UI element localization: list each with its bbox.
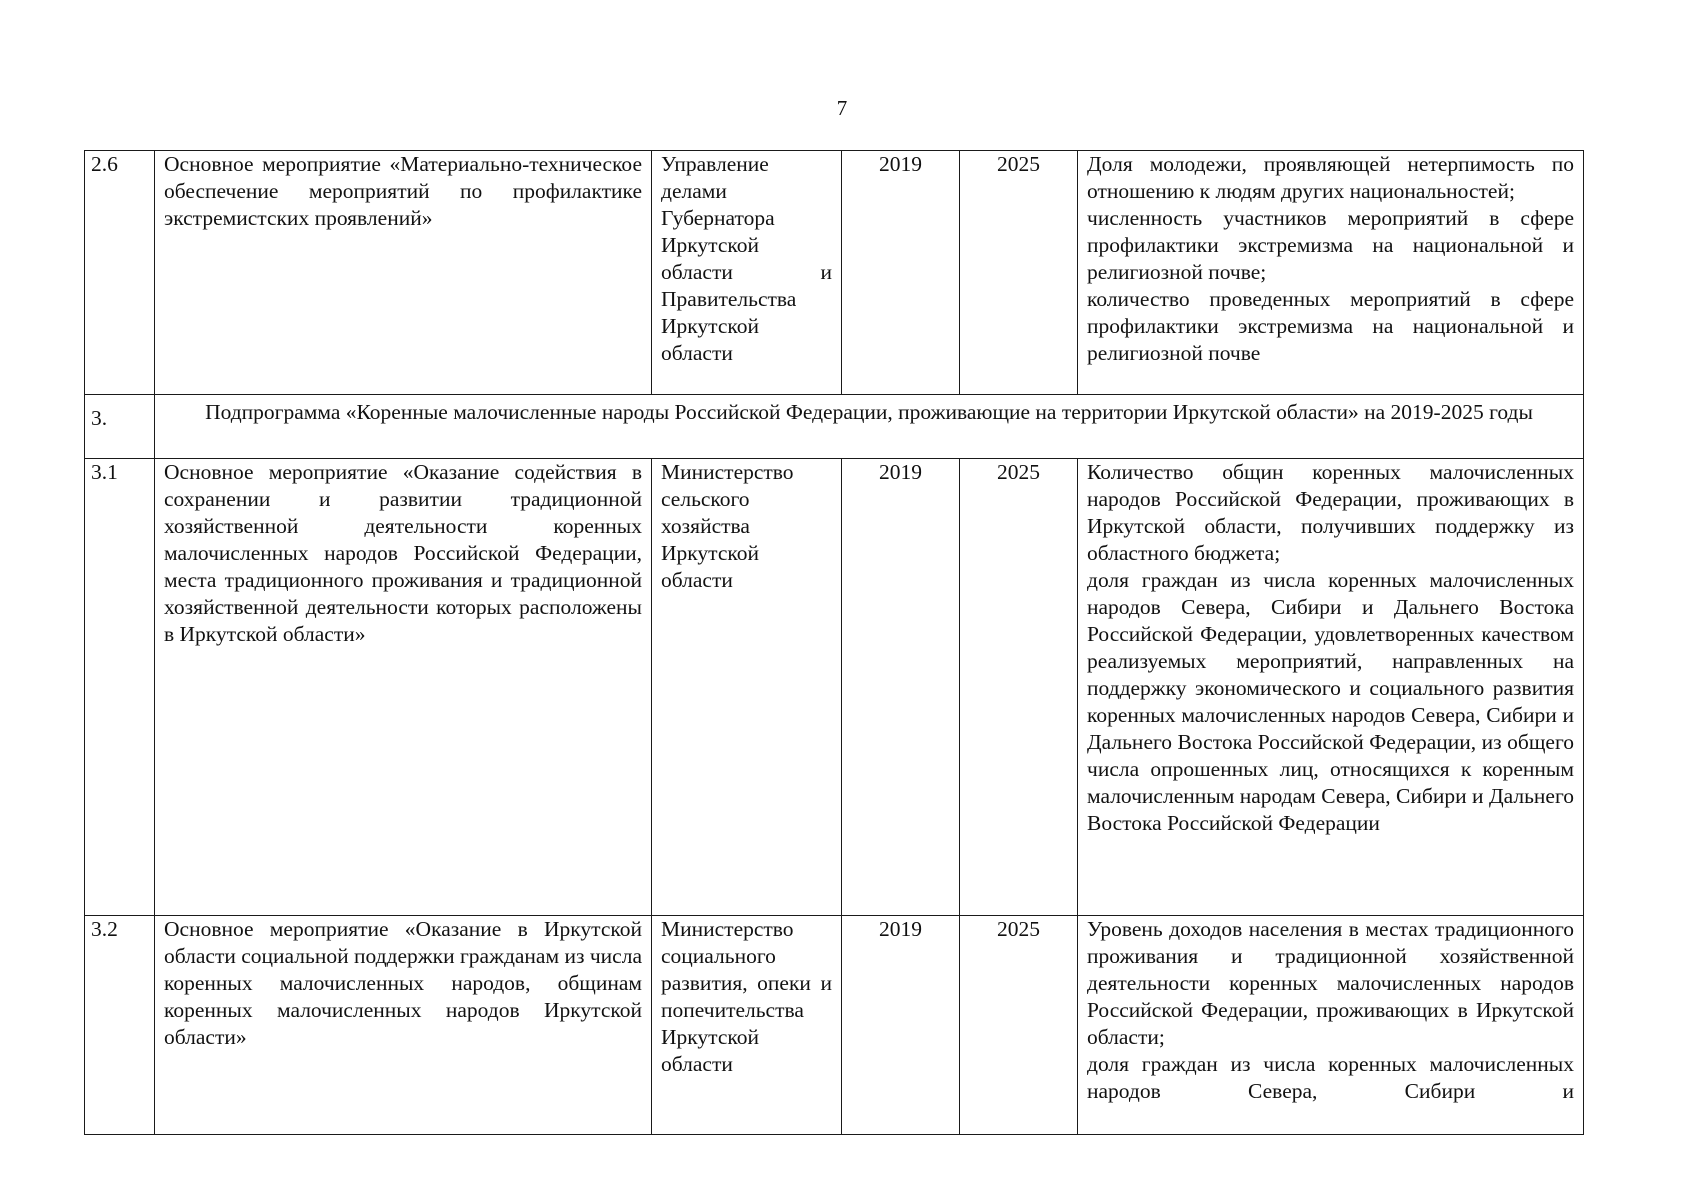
indicators-cell xyxy=(1078,459,1584,916)
row-number: 3.1 xyxy=(85,459,155,916)
indicator-item: Уровень доходов населения в местах традиционного проживания и традиционной хозяйственной деятельности коренных малочисленных народов Российской Федерации, проживающих в Иркутской области; xyxy=(1087,917,1574,1049)
end-year: 2025 xyxy=(960,151,1078,395)
end-year: 2025 xyxy=(960,459,1078,916)
row-number: 3. xyxy=(85,395,155,459)
event-name: Основное мероприятие «Материально-техническое обеспечение мероприятий по профилактике экстремистских проявлений» xyxy=(155,151,652,395)
subprogram-row xyxy=(85,395,1584,459)
indicator-item: Количество общин коренных малочисленных народов Российской Федерации, проживающих в Иркутской области, получивших поддержку из областного бюджета; xyxy=(1087,460,1574,565)
page-number: 7 xyxy=(836,96,848,120)
executor-name: Управление делами Губернатора Иркутской области и Правительства Иркутской области xyxy=(652,151,842,395)
indicator-item: количество проведенных мероприятий в сфере профилактики экстремизма на национальной и религиозной почве xyxy=(1087,287,1574,365)
start-year: 2019 xyxy=(842,151,960,395)
start-year: 2019 xyxy=(842,916,960,1135)
event-name: Основное мероприятие «Оказание в Иркутской области социальной поддержки гражданам из числа коренных малочисленных народов, общинам коренных малочисленных народов Иркутской области» xyxy=(155,916,652,1135)
indicator-item: численность участников мероприятий в сфере профилактики экстремизма на национальной и религиозной почве; xyxy=(1087,206,1574,284)
end-year: 2025 xyxy=(960,916,1078,1135)
event-name: Основное мероприятие «Оказание содействия в сохранении и развитии традиционной хозяйственной деятельности коренных малочисленных народов Российской Федерации, места традиционного проживания и традиционной хозяйственной деятельности которых расположены в Иркутской области» xyxy=(155,459,652,916)
indicators-cell xyxy=(1078,151,1584,395)
executor-name: Министерство социального развития, опеки и попечительства Иркутской области xyxy=(652,916,842,1135)
indicator-item: Доля молодежи, проявляющей нетерпимость по отношению к людям других национальностей; xyxy=(1087,152,1574,203)
start-year: 2019 xyxy=(842,459,960,916)
table-row xyxy=(85,459,1584,916)
table-row xyxy=(85,916,1584,1135)
table-row xyxy=(85,151,1584,395)
indicator-item: доля граждан из числа коренных малочисленных народов Севера, Сибири и Дальнего Востока Российской Федерации, удовлетворенных качеством реализуемых мероприятий, направленных на поддержку экономического и социального развития коренных малочисленных народов Севера, Сибири и Дальнего Востока Российской Федерации, из общего числа опрошенных лиц, относящихся к коренным малочисленным народам Севера, Сибири и Дальнего Востока Российской Федерации xyxy=(1087,568,1574,835)
executor-name: Министерство сельского хозяйства Иркутской области xyxy=(652,459,842,916)
row-number: 3.2 xyxy=(85,916,155,1135)
subprogram-title: Подпрограмма «Коренные малочисленные народы Российской Федерации, проживающие на территории Иркутской области» на 2019-2025 годы xyxy=(155,395,1584,459)
indicators-cell xyxy=(1078,916,1584,1135)
indicator-item: доля граждан из числа коренных малочисленных народов Севера, Сибири и xyxy=(1087,1052,1574,1103)
row-number: 2.6 xyxy=(85,151,155,395)
program-events-table xyxy=(84,150,1584,1135)
